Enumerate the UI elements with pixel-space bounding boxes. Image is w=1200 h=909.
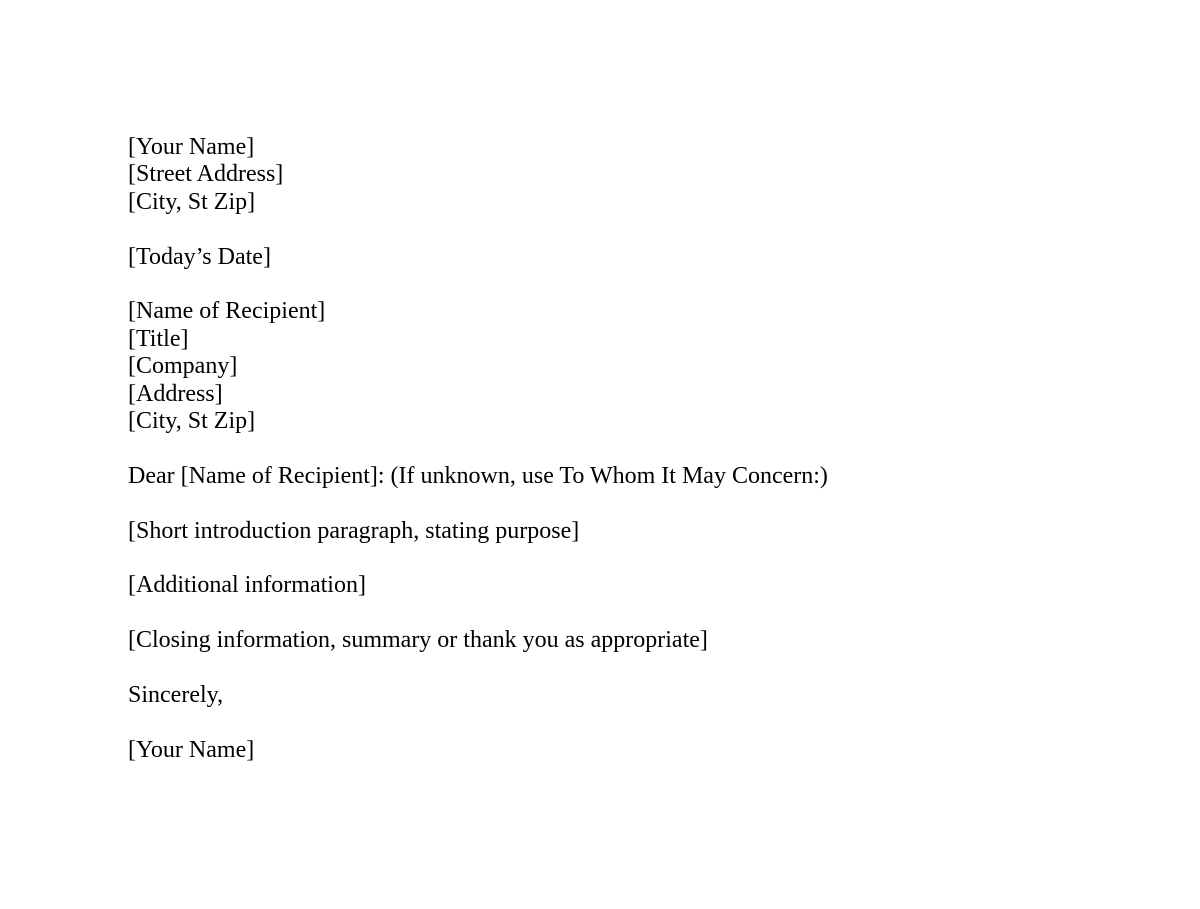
closing-block — [128, 682, 1128, 709]
recipient-name: [Name of Recipient] — [128, 298, 326, 325]
intro-paragraph — [128, 518, 1128, 545]
sender-city: [City, St Zip] — [128, 188, 256, 215]
recipient-city: [City, St Zip] — [128, 408, 256, 435]
letter-document — [128, 134, 1128, 792]
sender-name: [Your Name] — [128, 134, 255, 160]
closing-info-text: [Closing information, summary or thank you as appropriate] — [128, 627, 708, 654]
letter-date: [Today’s Date] — [128, 243, 271, 270]
salutation: Dear [Name of Recipient]: (If unknown, use To Whom It May Concern:) — [128, 462, 828, 489]
closing-paragraph — [128, 627, 1128, 654]
signature-name: [Your Name] — [128, 736, 255, 763]
intro-text: [Short introduction paragraph, stating purpose] — [128, 517, 580, 544]
recipient-address: [Address] — [128, 380, 223, 407]
signature-block — [128, 737, 1128, 764]
recipient-block — [128, 298, 1128, 435]
sender-street: [Street Address] — [128, 161, 284, 188]
salutation-block — [128, 463, 1128, 490]
additional-paragraph — [128, 572, 1128, 599]
sender-block — [128, 134, 1128, 216]
recipient-company: [Company] — [128, 353, 238, 380]
complimentary-close: Sincerely, — [128, 682, 224, 709]
recipient-title: [Title] — [128, 325, 189, 352]
date-block — [128, 244, 1128, 271]
additional-text: [Additional information] — [128, 572, 366, 599]
